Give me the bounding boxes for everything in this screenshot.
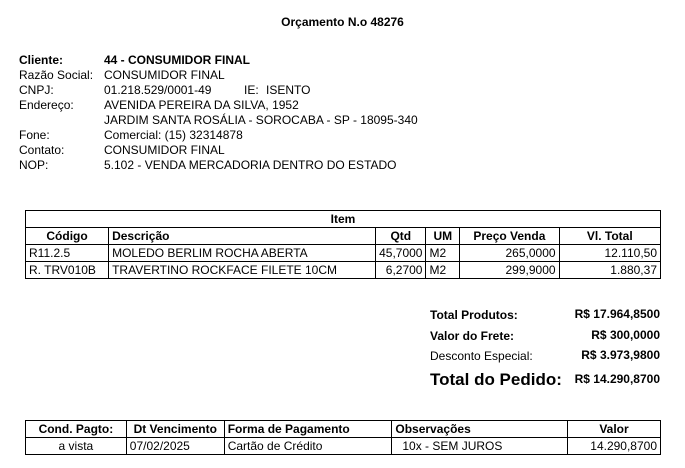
col-header-descricao: Descrição	[109, 228, 376, 245]
col-header-qtd: Qtd	[376, 228, 426, 245]
total-pedido-value: R$ 14.290,8700	[574, 372, 660, 386]
table-row	[26, 438, 661, 455]
nop-value: 5.102 - VENDA MERCADORIA DENTRO DO ESTADO	[104, 158, 397, 172]
row-descricao: TRAVERTINO ROCKFACE FILETE 10CM	[109, 262, 376, 279]
valor-frete-label: Valor do Frete:	[430, 329, 515, 343]
table-row	[26, 262, 661, 279]
row-preco: 265,0000	[460, 245, 559, 262]
items-header-row	[26, 228, 661, 245]
col-header-cond-pagto: Cond. Pagto:	[26, 421, 127, 438]
col-header-dt-vencimento: Dt Vencimento	[126, 421, 224, 438]
row-codigo: R. TRV010B	[26, 262, 109, 279]
endereco-line2: JARDIM SANTA ROSÁLIA - SOROCABA - SP - 18095-340	[104, 113, 418, 127]
total-produtos-value: R$ 17.964,8500	[574, 307, 660, 321]
row-total: 1.880,37	[559, 262, 660, 279]
razao-value: CONSUMIDOR FINAL	[104, 68, 225, 82]
col-header-valor: Valor	[568, 421, 661, 438]
row-codigo: R11.2.5	[26, 245, 109, 262]
endereco-label: Endereço:	[19, 98, 74, 112]
endereco-line1: AVENIDA PEREIRA DA SILVA, 1952	[104, 98, 299, 112]
valor-frete-value: R$ 300,0000	[591, 328, 660, 342]
payment-observacoes: 10x - SEM JUROS	[392, 438, 568, 455]
ie-label: IE:	[244, 83, 259, 97]
col-header-um: UM	[426, 228, 460, 245]
payment-forma: Cartão de Crédito	[224, 438, 392, 455]
col-header-total: Vl. Total	[559, 228, 660, 245]
payment-header-row	[26, 421, 661, 438]
desconto-label: Desconto Especial:	[430, 349, 533, 363]
contato-value: CONSUMIDOR FINAL	[104, 143, 225, 157]
total-produtos-label: Total Produtos:	[430, 308, 518, 322]
cliente-value: 44 - CONSUMIDOR FINAL	[104, 53, 251, 67]
cnpj-label: CNPJ:	[19, 83, 54, 97]
fone-value: Comercial: (15) 32314878	[104, 128, 243, 142]
row-um: M2	[426, 245, 460, 262]
nop-label: NOP:	[19, 158, 49, 172]
cliente-label: Cliente:	[19, 53, 64, 67]
razao-label: Razão Social:	[19, 68, 94, 82]
col-header-preco: Preço Venda	[460, 228, 559, 245]
col-header-forma-pagamento: Forma de Pagamento	[224, 421, 392, 438]
table-row	[26, 245, 661, 262]
row-um: M2	[426, 262, 460, 279]
row-descricao: MOLEDO BERLIM ROCHA ABERTA	[109, 245, 376, 262]
payment-vencimento: 07/02/2025	[126, 438, 224, 455]
payment-cond: a vista	[26, 438, 127, 455]
fone-label: Fone:	[19, 128, 50, 142]
payment-table	[25, 420, 661, 455]
row-total: 12.110,50	[559, 245, 660, 262]
cnpj-value: 01.218.529/0001-49	[104, 83, 212, 97]
payment-valor: 14.290,8700	[568, 438, 661, 455]
page-title: Orçamento N.o 48276	[281, 15, 404, 29]
items-caption: Item	[26, 211, 661, 228]
ie-value: ISENTO	[266, 83, 311, 97]
contato-label: Contato:	[19, 143, 65, 157]
items-table	[25, 210, 661, 279]
row-qtd: 6,2700	[376, 262, 426, 279]
col-header-codigo: Código	[26, 228, 109, 245]
total-pedido-label: Total do Pedido:	[430, 370, 562, 389]
desconto-value: R$ 3.973,9800	[581, 348, 660, 362]
row-preco: 299,9000	[460, 262, 559, 279]
col-header-observacoes: Observações	[392, 421, 568, 438]
row-qtd: 45,7000	[376, 245, 426, 262]
